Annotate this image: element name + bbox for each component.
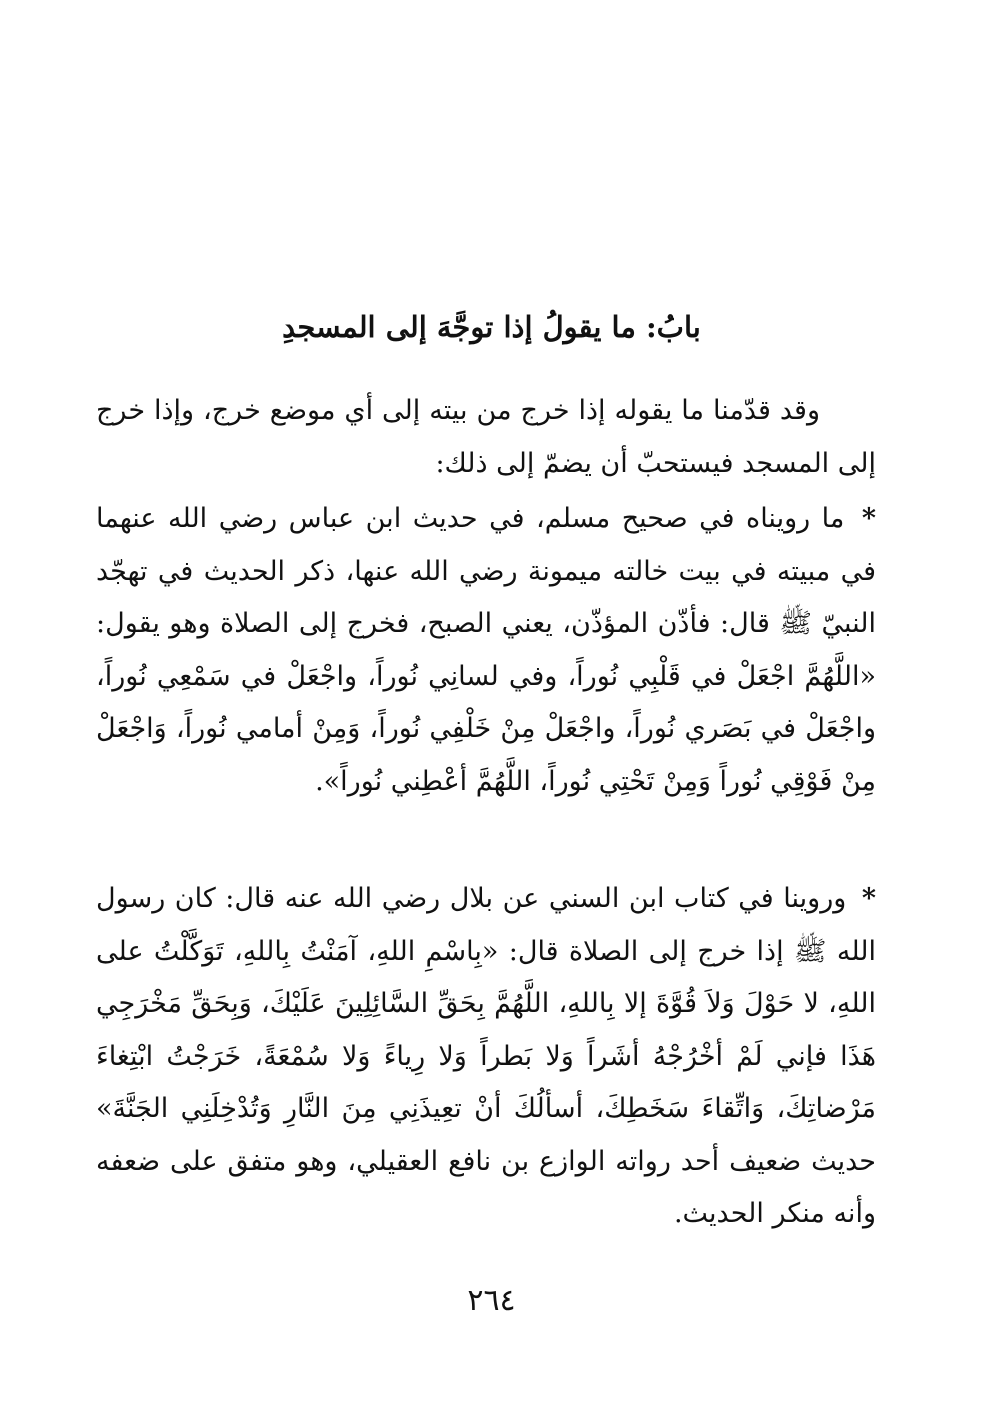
asterisk-marker: * bbox=[861, 883, 876, 914]
intro-paragraph bbox=[96, 385, 876, 490]
chapter-title: بابُ: ما يقولُ إذا توجَّهَ إلى المسجدِ bbox=[282, 310, 701, 344]
hadith-text-1: ما رويناه في صحيح مسلم، في حديث ابن عباس رضي الله عنهما في مبيته في بيت خالته ميمونة رضي الله عنها، ذكر الحديث في تهجّد النبيّ ﷺ قال: فأذّن المؤذّن، يعني الصبح، فخرج إلى الصلاة وهو يقول: «اللَّهُمَّ اجْعَلْ في قَلْبِي نُوراً، وفي لسانِي نُوراً، واجْعَلْ في سَمْعِي نُوراً، واجْعَلْ في بَصَري نُوراً، واجْعَلْ مِنْ خَلْفِي نُوراً، وَمِنْ أمامي نُوراً، وَاجْعَلْ مِنْ فَوْقِي نُوراً وَمِنْ تَحْتِي نُوراً، اللَّهُمَّ أعْطِني نُوراً». bbox=[96, 503, 876, 797]
page-number: ٢٦٤ bbox=[467, 1283, 516, 1318]
asterisk-marker: * bbox=[861, 503, 876, 534]
hadith-item-2 bbox=[96, 873, 876, 1241]
hadith-text-2: وروينا في كتاب ابن السني عن بلال رضي الله عنه قال: كان رسول الله ﷺ إذا خرج إلى الصلاة قال: «بِاسْمِ اللهِ، آمَنْتُ بِاللهِ، تَوَكَّلْتُ على اللهِ، لا حَوْلَ وَلاَ قُوَّةَ إلا بِاللهِ، اللَّهُمَّ بِحَقِّ السَّائِلِينَ عَلَيْكَ، وَبِحَقِّ مَخْرَجِي هَذَا فإني لَمْ أخْرُجْهُ أشَراً وَلا بَطراً وَلا رِياءً وَلا سُمْعَةً، خَرَجْتُ ابْتِغاءَ مَرْضاتِكَ، وَاتِّقاءَ سَخَطِكَ، أسألُكَ أنْ تعِيذَنِي مِنَ النَّارِ وَتُدْخِلَنِي الجَنَّةَ» حديث ضعيف أحد رواته الوازع بن نافع العقيلي، وهو متفق على ضعفه وأنه منكر الحديث. bbox=[96, 883, 876, 1229]
intro-text: وقد قدّمنا ما يقوله إذا خرج من بيته إلى أي موضع خرج، وإذا خرج إلى المسجد فيستحبّ أن يضمّ إلى ذلك: bbox=[96, 395, 876, 479]
hadith-item-1 bbox=[96, 493, 876, 808]
